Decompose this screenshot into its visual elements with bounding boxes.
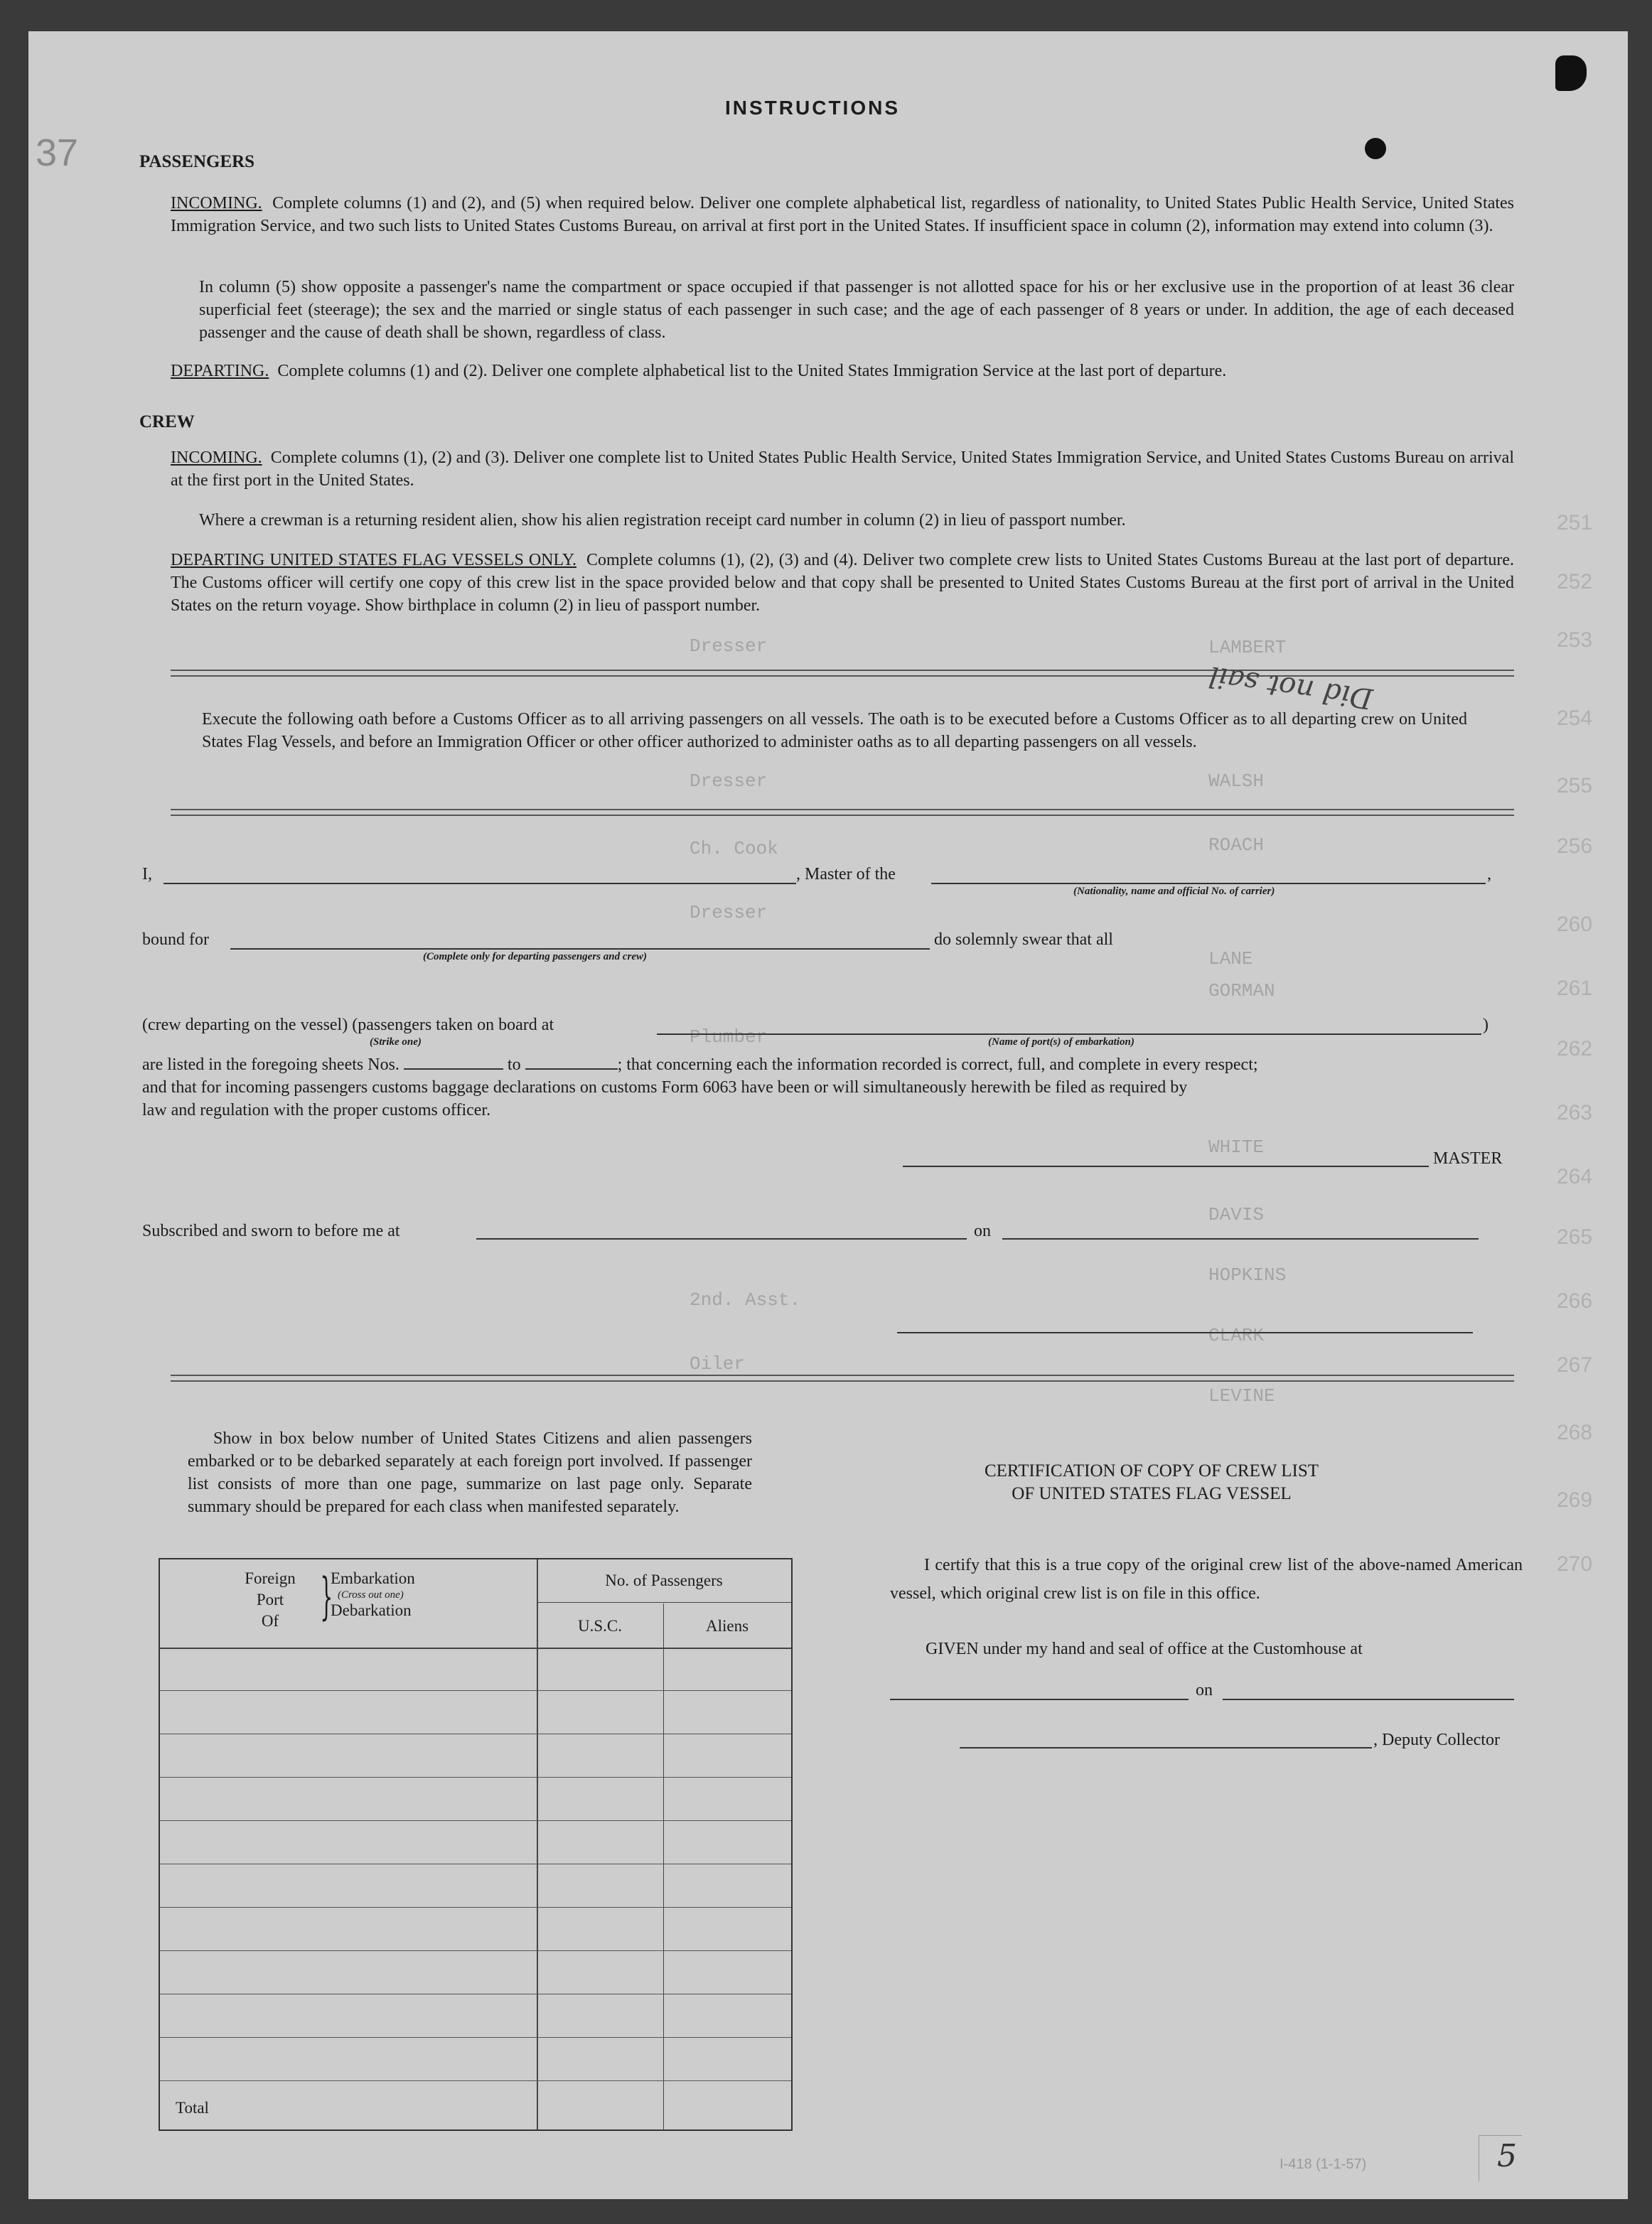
ghost-name: LANE (1208, 948, 1253, 969)
debarkation-label: Debarkation (331, 1601, 412, 1619)
passengers-departing-label: DEPARTING. (171, 362, 269, 380)
ghost-rank: 2nd. Asst. (690, 1289, 801, 1311)
subscribed-date-field[interactable] (1002, 1238, 1479, 1240)
total-label: Total (176, 2099, 209, 2117)
ghost-col-number: 252 (1557, 570, 1593, 593)
page-title: INSTRUCTIONS (725, 97, 900, 119)
ghost-rank: Dresser (690, 635, 768, 657)
crew-resident-para (199, 509, 1514, 532)
ghost-col-number: 255 (1557, 774, 1593, 797)
passengers-incoming-text: Complete columns (1) and (2), and (5) when required below. Deliver one complete alphabetical list, regardless of nationality, to United States Public Health Service, United States Immigration Service, and two such lists to United States Customs Bureau, on arrival at first port in the United States. If insufficient space in column (2), information may extend into column (3). (171, 194, 1515, 235)
usc-header: U.S.C. (578, 1617, 622, 1635)
header-bottom (160, 1648, 791, 1649)
bound-for-label: bound for (142, 930, 209, 949)
master-signature-field[interactable] (903, 1166, 1429, 1167)
no-passengers-header: No. of Passengers (605, 1572, 723, 1589)
ghost-col-number: 269 (1557, 1488, 1593, 1512)
table-row (160, 1777, 791, 1778)
ghost-name: WHITE (1208, 1137, 1265, 1158)
ghost-col-number: 267 (1557, 1353, 1593, 1377)
ghost-col-number: 263 (1557, 1101, 1593, 1124)
crew-incoming-text: Complete columns (1), (2) and (3). Deliver one complete list to United States Public Health Service, United States Immigration Service, and United States Customs Bureau on arrival at the first port in the United States. (171, 448, 1514, 490)
ghost-col-number: 264 (1557, 1165, 1593, 1188)
form-page (28, 31, 1628, 2199)
passenger-summary-table (159, 1558, 793, 2131)
table-row (160, 1907, 791, 1908)
listed-to: to (507, 1055, 521, 1074)
ghost-col-number: 262 (1557, 1037, 1593, 1060)
ghost-col-number: 268 (1557, 1421, 1593, 1444)
master-name-field[interactable] (163, 883, 796, 884)
crew-incoming-para (171, 446, 1514, 492)
brace: } (320, 1567, 333, 1626)
crew-departing-label: (crew departing on the vessel) (passengers taken on board at (142, 1016, 554, 1034)
ghost-name: HOPKINS (1208, 1264, 1287, 1286)
ghost-name: GORMAN (1208, 980, 1275, 1001)
subscribed-label: Subscribed and sworn to before me at (142, 1222, 400, 1240)
certification-text (890, 1551, 1523, 1608)
divider (171, 1375, 1514, 1382)
crew-resident-text: Where a crewman is a returning resident alien, show his alien registration receipt card number in column (2) in lieu of passport number. (199, 511, 1126, 530)
complete-caption: (Complete only for departing passengers and crew) (423, 951, 647, 962)
officer-signature-field[interactable] (897, 1332, 1473, 1333)
passengers-heading: PASSENGERS (139, 152, 255, 171)
embarkation-label: Embarkation (331, 1569, 415, 1587)
col-divider (537, 1559, 538, 2129)
crew-departing-para (171, 549, 1514, 617)
ghost-name: LAMBERT (1208, 637, 1287, 658)
embarkation-group (331, 1568, 415, 1620)
customhouse-field[interactable] (890, 1699, 1189, 1700)
cross-out-caption: (Cross out one) (338, 1589, 404, 1601)
of-label: Of (261, 1612, 279, 1630)
ink-blot (1365, 138, 1386, 159)
oath-i-label: I, (142, 865, 152, 883)
port-label: Port (256, 1591, 284, 1608)
summary-instruction (188, 1427, 752, 1518)
form-number: I-418 (1-1-57) (1280, 2156, 1367, 2172)
comma: , (1487, 865, 1491, 883)
ghost-name: WALSH (1208, 770, 1265, 792)
subscribed-on-label: on (974, 1222, 991, 1240)
listed-text-a: are listed in the foregoing sheets Nos. (142, 1055, 399, 1074)
corner-mark: 5 (1497, 2138, 1517, 2174)
certification-title (853, 1460, 1450, 1505)
listed-line-2: and that for incoming passengers customs baggage declarations on customs Form 6063 have been or will simultaneously herewith be filed as required by (142, 1078, 1188, 1097)
carrier-field[interactable] (931, 883, 1486, 884)
page-number: 37 (36, 131, 79, 174)
crew-heading: CREW (139, 412, 195, 431)
cert-date-field[interactable] (1223, 1699, 1514, 1700)
ghost-col-number: 251 (1557, 511, 1593, 534)
table-row (160, 1690, 791, 1691)
oath-intro-text: Execute the following oath before a Customs Officer as to all arriving passengers on all vessels. The oath is to be executed before a Customs Officer as to all departing crew on United States Flag Vessels, and before an Immigration Officer or other officer authorized to administer oaths as to all departing passengers on all vessels. (202, 710, 1467, 751)
ghost-name: CLARK (1208, 1325, 1265, 1346)
header-divider (537, 1602, 791, 1603)
sheet-to-field[interactable] (525, 1054, 618, 1070)
certification-text-body: I certify that this is a true copy of the original crew list of the above-named American vessel, which original crew list is on file in this office. (890, 1556, 1523, 1603)
crew-departing-label: DEPARTING UNITED STATES FLAG VESSELS ONLY. (171, 551, 576, 569)
ghost-col-number: 265 (1557, 1225, 1593, 1249)
ghost-col-number: 254 (1557, 707, 1593, 730)
oath-intro (202, 708, 1467, 753)
ghost-name: LEVINE (1208, 1385, 1275, 1407)
sheet-from-field[interactable] (404, 1054, 503, 1070)
cert-on-label: on (1196, 1681, 1213, 1699)
strike-one-caption: (Strike one) (370, 1036, 422, 1048)
ghost-col-number: 270 (1557, 1552, 1593, 1576)
master-of-label: , Master of the (796, 865, 896, 883)
certification-title-line2: OF UNITED STATES FLAG VESSEL (1012, 1484, 1292, 1503)
listed-text-b: ; that concerning each the information recorded is correct, full, and complete in every respect; (617, 1055, 1258, 1074)
ghost-col-number: 260 (1557, 913, 1593, 936)
passengers-departing-para (171, 360, 1514, 382)
passengers-column5-para (199, 276, 1514, 344)
ghost-col-number: 266 (1557, 1289, 1593, 1313)
crew-departing-text: Complete columns (1), (2), (3) and (4). Deliver two complete crew lists to United States Customs Bureau at the last port of departure. The Customs officer will certify one copy of this crew list in the space provided below and that copy shall be presented to United States Customs Bureau at the first port of arrival in the United States on the return voyage. Show birthplace in column (2) in lieu of passport number. (171, 551, 1514, 615)
given-label: GIVEN under my hand and seal of office at the Customhouse at (926, 1640, 1363, 1658)
master-label: MASTER (1433, 1149, 1503, 1168)
crew-incoming-label: INCOMING. (171, 448, 262, 467)
ghost-col-number: 256 (1557, 834, 1593, 858)
passengers-incoming-label: INCOMING. (171, 194, 262, 213)
swear-label: do solemnly swear that all (934, 930, 1113, 949)
passengers-departing-text: Complete columns (1) and (2). Deliver one complete alphabetical list to the United States Immigration Service at the last port of departure. (277, 362, 1227, 380)
ghost-rank: Oiler (690, 1353, 746, 1375)
handwritten-note: Did not sail (1206, 660, 1375, 715)
ghost-name: ROACH (1208, 834, 1265, 856)
summary-instruction-text: Show in box below number of United States Citizens and alien passengers embarked or to be debarked separately at each foreign port involved. If passenger list consists of more than one page, summarize on last page only. Separate summary should be prepared for each class when manifested separately. (188, 1429, 752, 1516)
embarkation-ports-field[interactable] (657, 1033, 1481, 1035)
col-divider (663, 1603, 664, 2129)
subscribed-place-field[interactable] (476, 1238, 967, 1240)
deputy-collector-field[interactable] (960, 1747, 1372, 1748)
table-row (160, 2080, 791, 2081)
foreign-label: Foreign (245, 1569, 296, 1587)
ghost-name: DAVIS (1208, 1204, 1265, 1225)
passengers-column5-text: In column (5) show opposite a passenger's name the compartment or space occupied if that passenger is not allotted space for his or her exclusive use in the proportion of at least 36 clear superficial feet (steerage); the sex and the married or single status of each passenger in such case; and the age of each passenger of 8 years or under. In addition, the age of each deceased passenger and the cause of death shall be shown, regardless of class. (199, 278, 1514, 342)
certification-title-line1: CERTIFICATION OF COPY OF CREW LIST (984, 1461, 1319, 1481)
deputy-collector-label: , Deputy Collector (1373, 1731, 1500, 1749)
divider (171, 809, 1514, 816)
table-row (160, 1950, 791, 1951)
ports-caption: (Name of port(s) of embarkation) (988, 1036, 1135, 1048)
table-row (160, 2037, 791, 2038)
bound-for-field[interactable] (230, 948, 930, 950)
ghost-rank: Dresser (690, 770, 768, 792)
ghost-col-number: 253 (1557, 628, 1593, 652)
listed-line-1 (142, 1053, 1514, 1076)
table-row (160, 1820, 791, 1821)
foreign-port-of (231, 1568, 309, 1632)
ghost-col-number: 261 (1557, 977, 1593, 1000)
aliens-header: Aliens (705, 1617, 749, 1635)
ghost-rank: Plumber (690, 1026, 768, 1048)
close-paren: ) (1483, 1016, 1489, 1034)
listed-line-3: law and regulation with the proper customs officer. (142, 1101, 491, 1119)
nationality-caption: (Nationality, name and official No. of carrier) (1073, 886, 1275, 897)
ink-blot (1555, 55, 1587, 91)
ghost-rank: Dresser (690, 902, 768, 923)
ghost-rank: Ch. Cook (690, 838, 778, 859)
passengers-incoming-para (171, 192, 1514, 237)
